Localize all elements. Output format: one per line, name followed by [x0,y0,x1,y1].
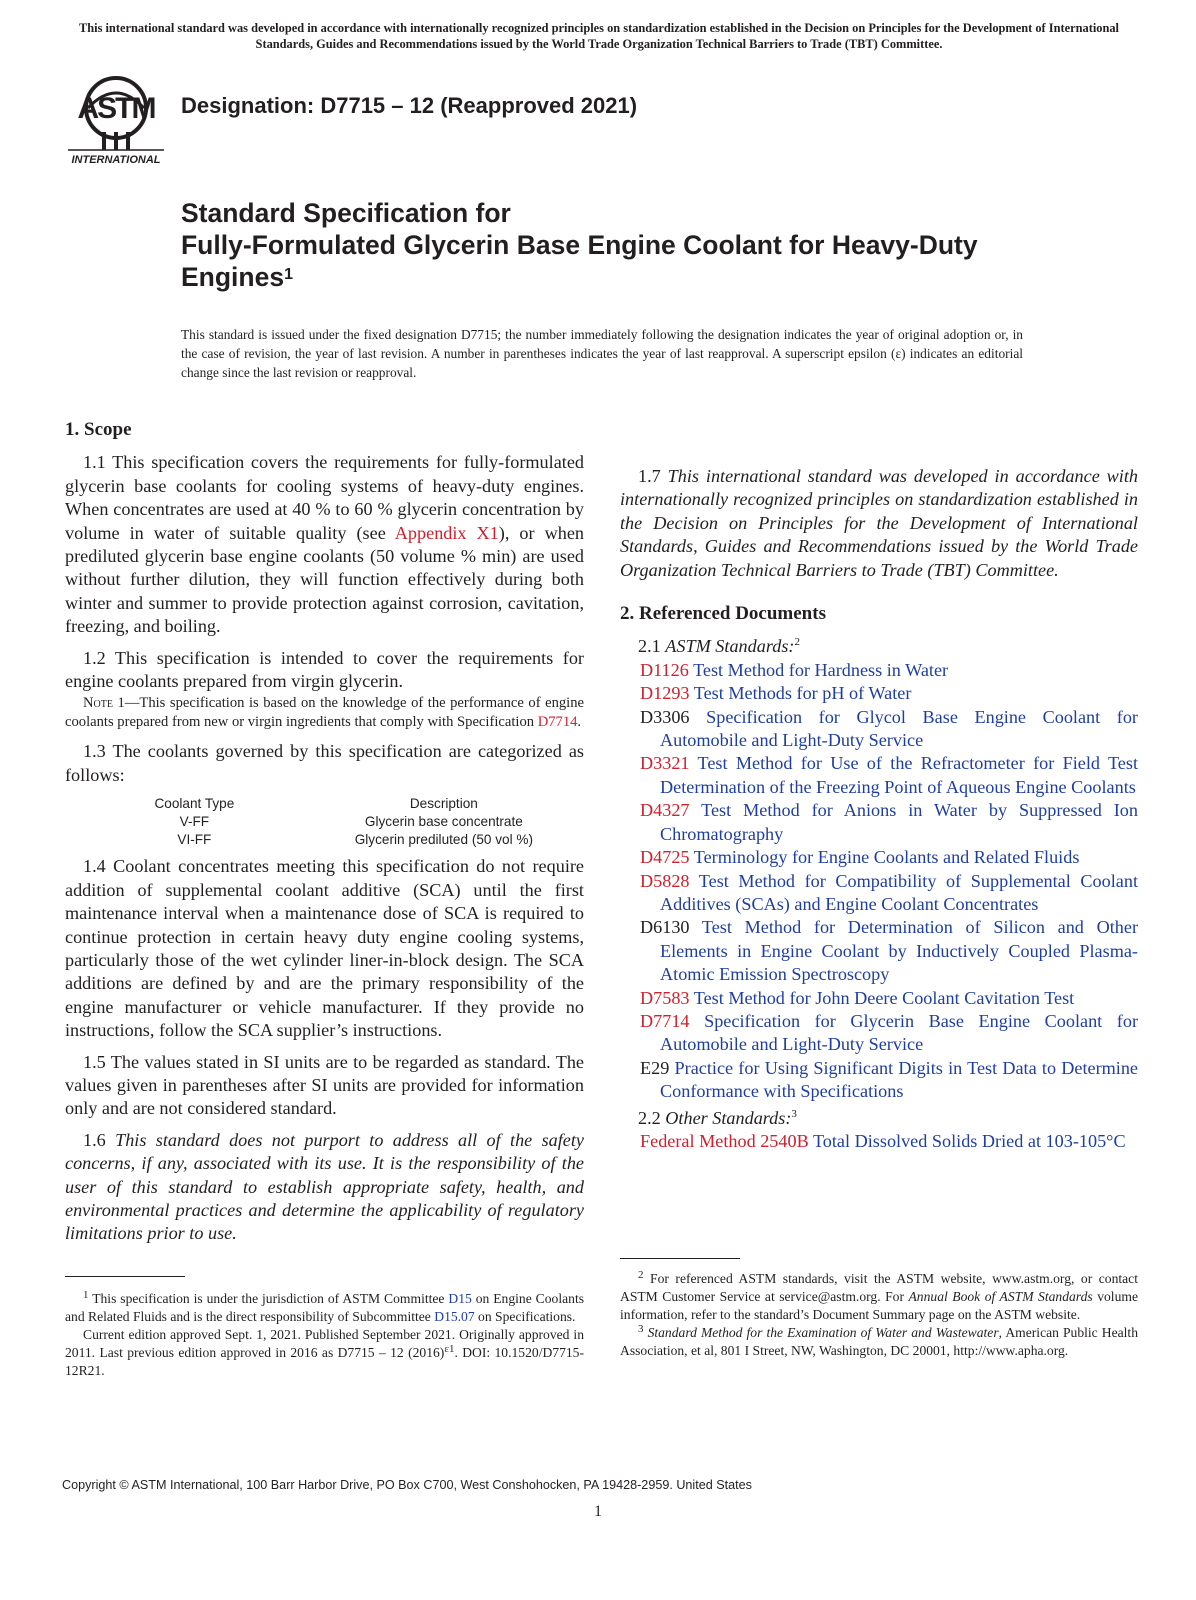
reference-title-link[interactable]: Test Method for Hardness in Water [693,659,949,680]
section-1-1: 1.1 This specification covers the requirements for fully-formulated glycerin base coolants for cooling systems of heavy-duty engines. When concentrates are used at 40 % to 60 % glycerin concentration by volume in water of suitable quality (see Appendix X1), or when prediluted glycerin base engine coolants (50 volume % min) are used without further dilution, they will function effectively during both winter and summer to provide protection against corrosion, cavitation, freezing, and boiling. [65,452,584,637]
section-1-6: 1.6 This standard does not purport to address all of the safety concerns, if any, associated with its use. It is the responsibility of the user of this standard to establish appropriate safety, health, and environmental practices and determine the applicability of regulatory limitations prior to use. [65,1129,584,1244]
coolant-type-table [65,795,584,849]
reference-item [640,916,1138,986]
reference-title-link[interactable]: Test Method for John Deere Coolant Cavitation Test [693,987,1075,1008]
reference-title-link[interactable]: Test Method for Use of the Refractometer for Field Test Determination of the Freezing Point of Aqueous Engine Coolants [660,753,1138,797]
title-line-2: Fully-Formulated Glycerin Base Engine Coolant for Heavy-Duty Engines$^1$ [181,230,978,292]
top-notice: This international standard was developed in accordance with internationally recognized principles on standardization established in the Decision on Principles for the Development of International Standards, Guides and Recommendations issued by the World Trade Organization Technical Barriers to Trade (TBT) Committee. [78,21,1120,51]
reference-item [640,1130,1138,1153]
reference-code-link[interactable]: D5828 [640,870,690,891]
federal-method-link[interactable]: Federal Method 2540B [640,1130,809,1151]
reference-code-link[interactable]: D7583 [640,987,690,1008]
reference-item [640,846,1138,869]
reference-title-link[interactable]: Practice for Using Significant Digits in Test Data to Determine Conformance with Specifications [660,1057,1138,1102]
reference-list [640,659,1138,1104]
d7714-link[interactable]: D7714 [537,714,578,731]
reference-title-link[interactable]: Test Method for Compatibility of Supplemental Coolant Additives (SCAs) and Engine Coolant Concentrates [660,870,1138,914]
footnote-1-edition: Current edition approved Sept. 1, 2021. Published September 2021. Originally approved in 2011. Last previous edition approved in 2016 as D7715 – 12 (2016)$^{\varepsilon 1}$. DOI: 10.1520/D7715-12R21. [65,1327,584,1378]
footnote-divider-left [65,1276,185,1277]
copyright: Copyright © ASTM International, 100 Barr Harbor Drive, PO Box C700, West Conshohocken, PA 19428-2959. United States [62,1478,752,1492]
reference-code-link[interactable]: D3321 [640,753,690,774]
footnote-divider-right [620,1258,740,1259]
section-1-4: 1.4 Coolant concentrates meeting this specification do not require addition of supplemental coolant additive (SCA) until the first maintenance interval when a maintenance dose of SCA is required to continue protection in certain heavy duty engine cooling systems, particularly those of the wet cylinder liner-in-block design. The SCA additions are defined by and are the primary responsibility of the engine manufacturer or vehicle manufacturer. If they provide no instructions, follow the SCA supplier’s instructions. [65,856,584,1041]
referenced-documents-heading: 2. Referenced Documents [620,603,826,625]
table-header-row [65,795,584,813]
reference-title-link[interactable]: Specification for Glycol Base Engine Coolant for Automobile and Light-Duty Service [660,706,1138,751]
table-cell: V-FF [179,814,210,830]
note-1: Note 1—This specification is based on the knowledge of the performance of engine coolants prepared from new or virgin ingredients that comply with Specification D7714. [65,695,584,731]
reference-item [640,1057,1138,1104]
footnote-1: $^1$ This specification is under the jurisdiction of ASTM Committee D15 on Engine Coolants and Related Fluids and is the direct responsibility of Subcommittee D15.07 on Specifications. [65,1289,585,1324]
astm-logo [64,70,168,166]
table-header-description: Description [409,796,478,812]
logo-text: INTERNATIONAL [71,154,161,166]
reference-item [640,870,1138,917]
svg-text:ASTM: ASTM [77,92,155,125]
other-reference-list [640,1130,1138,1153]
page-number: 1 [594,1503,602,1520]
footnotes-left [65,1290,584,1380]
title-footnote-mark: 1 [284,266,293,283]
other-standards-label: 2.2 Other Standards:$^3$ [638,1107,797,1128]
reference-item [640,659,1138,682]
reference-code: E29 [640,1057,670,1078]
left-column [65,418,584,1246]
federal-method-title-link[interactable]: Total Dissolved Solids Dried at 103-105°C [812,1130,1126,1151]
astm-standards-label: 2.1 ASTM Standards:$^2$ [638,636,800,657]
table-cell: Glycerin base concentrate [364,814,523,830]
reference-item [640,752,1138,799]
reference-title-link[interactable]: Terminology for Engine Coolants and Related Fluids [693,847,1080,868]
section-1-2: 1.2 This specification is intended to cover the requirements for engine coolants prepared from virgin glycerin. [65,647,584,692]
designation: Designation: D7715 – 12 (Reapproved 2021) [181,93,638,118]
reference-code-link[interactable]: D4725 [640,847,690,868]
title-line-1: Standard Specification for [181,198,511,228]
section-1-7: 1.7 This international standard was developed in accordance with internationally recognized principles on standardization established in the Decision on Principles for the Development of International Standards, Guides and Recommendations issued by the World Trade Organization Technical Barriers to Trade (TBT) Committee. [620,466,1139,580]
scope-heading: 1. Scope [65,419,132,440]
issuance-statement: This standard is issued under the fixed designation D7715; the number immediately following the designation indicates the year of original adoption or, in the case of revision, the year of last revision. A number in parentheses indicates the year of last reapproval. A superscript epsilon (ε) indicates an editorial change since the last revision or reapproval. [181,327,1023,380]
footnotes-right [620,1270,1138,1360]
table-cell: VI-FF [177,832,212,848]
table-row [65,831,584,849]
table-cell: Glycerin prediluted (50 vol %) [354,832,534,848]
reference-code-link[interactable]: D1126 [640,659,689,680]
section-1-3: 1.3 The coolants governed by this specification are categorized as follows: [65,741,584,785]
reference-title-link[interactable]: Specification for Glycerin Base Engine Coolant for Automobile and Light-Duty Service [660,1010,1138,1055]
footnote-3: $^3$ Standard Method for the Examination of Water and Wastewater, American Public Health Association, et al, 801 I Street, NW, Washington, DC 20001, http://www.apha.org. [620,1323,1139,1358]
reference-title-link[interactable]: Test Method for Determination of Silicon and Other Elements in Engine Coolant by Inductively Coupled Plasma-Atomic Emission Spectroscopy [660,917,1139,985]
table-row [65,813,584,831]
reference-item [640,706,1138,753]
right-column [620,418,1138,1153]
document-title [181,197,1081,293]
appendix-x1-link[interactable]: Appendix X1 [394,522,499,543]
d15-link[interactable]: D15 [448,1291,472,1306]
reference-item [640,987,1138,1010]
reference-item [640,799,1138,846]
reference-code: D3306 [640,706,690,727]
reference-item [640,1010,1138,1057]
reference-code: D6130 [640,917,690,938]
footnote-2: $^2$ For referenced ASTM standards, visit the ASTM website, www.astm.org, or contact ASTM Customer Service at service@astm.org. For Annual Book of ASTM Standards volume information, refer to the standard’s Document Summary page on the ASTM website. [620,1269,1138,1322]
reference-code-link[interactable]: D4327 [640,800,690,821]
reference-title-link[interactable]: Test Methods for pH of Water [693,683,912,704]
reference-code-link[interactable]: D7714 [640,1010,690,1031]
reference-code-link[interactable]: D1293 [640,683,690,704]
section-1-5: 1.5 The values stated in SI units are to be regarded as standard. The values given in parentheses after SI units are provided for information only and are not considered standard. [65,1051,584,1119]
table-header-coolant-type: Coolant Type [154,796,235,812]
reference-title-link[interactable]: Test Method for Anions in Water by Suppressed Ion Chromatography [660,800,1138,844]
reference-item [640,682,1138,705]
d15-07-link[interactable]: D15.07 [434,1309,475,1324]
